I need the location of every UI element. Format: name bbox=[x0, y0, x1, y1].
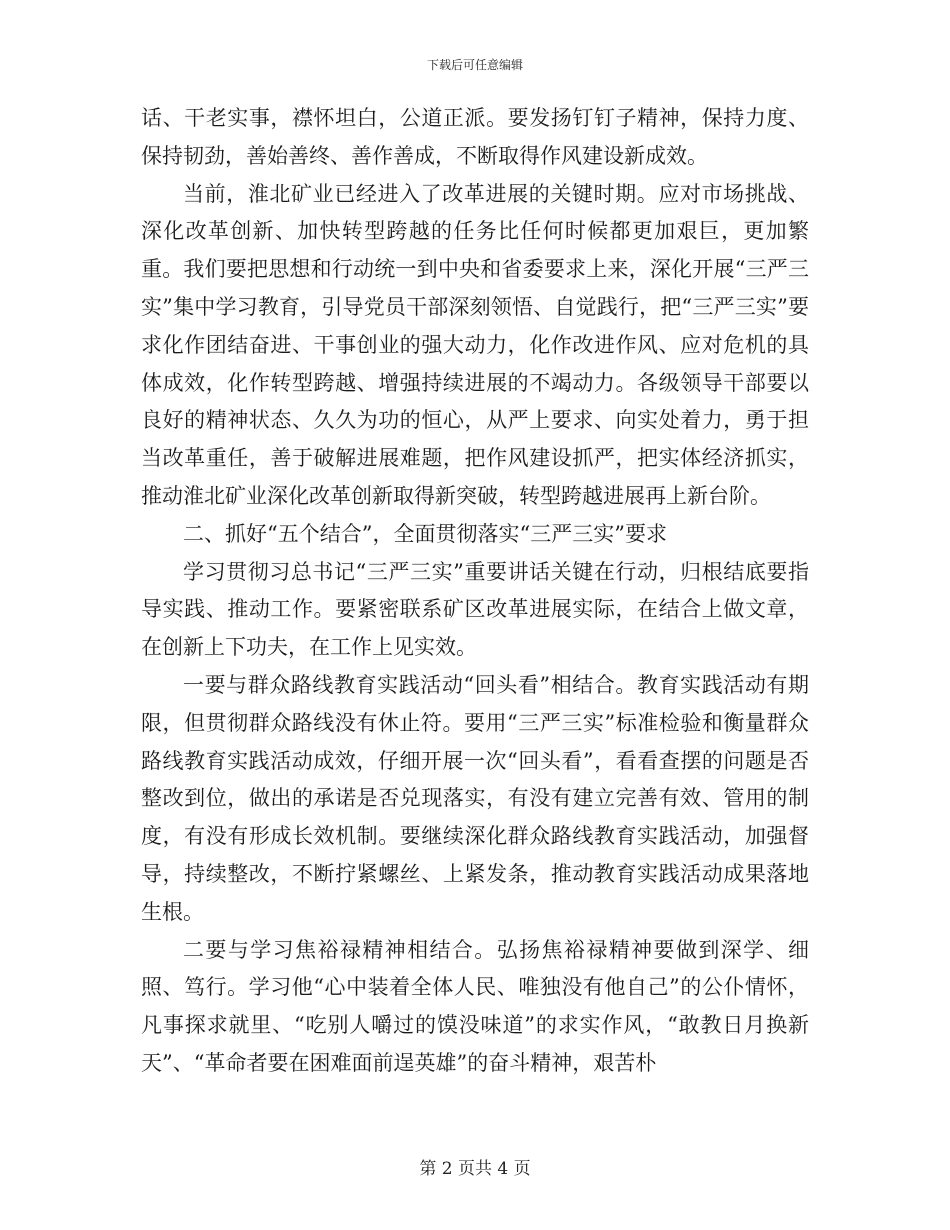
paragraph: 当前，淮北矿业已经进入了改革进展的关键时期。应对市场挑战、深化改革创新、加快转型跨越的任务比任何时候都更加艰巨，更加繁重。我们要把思想和行动统一到中央和省委要求上来，深化开展“三严三实”集中学习教育，引导党员干部深刻领悟、自觉践行，把“三严三实”要求化作团结奋进、干事创业的强大动力，化作改进作风、应对危机的具体成效，化作转型跨越、增强持续进展的不竭动力。各级领导干部要以良好的精神状态、久久为功的恒心，从严上要求、向实处着力，勇于担当改革重任，善于破解进展难题，把作风建设抓严，把实体经济抓实，推动淮北矿业深化改革创新取得新突破，转型跨越进展再上新台阶。 bbox=[141, 181, 809, 508]
paragraph: 二要与学习焦裕禄精神相结合。弘扬焦裕禄精神要做到深学、细照、笃行。学习他“心中装着全体人民、唯独没有他自己”的公仆情怀，凡事探求就里、“吃别人嚼过的馍没味道”的求实作风，“敢教日月换新天”、“革命者要在困难面前逞英雄”的奋斗精神，艰苦朴 bbox=[141, 937, 809, 1075]
paragraph-continuation: 话、干老实事，襟怀坦白，公道正派。要发扬钉钉子精神，保持力度、保持韧劲，善始善终、善作善成，不断取得作风建设新成效。 bbox=[141, 106, 809, 168]
paragraph: 学习贯彻习总书记“三严三实”重要讲话关键在行动，归根结底要指导实践、推动工作。要紧密联系矿区改革进展实际，在结合上做文章，在创新上下功夫，在工作上见实效。 bbox=[141, 559, 809, 660]
page-number-footer: 第 2 页共 4 页 bbox=[419, 1159, 531, 1179]
paragraph: 一要与群众路线教育实践活动“回头看”相结合。教育实践活动有期限，但贯彻群众路线没有休止符。要用“三严三实”标准检验和衡量群众路线教育实践活动成效，仔细开展一次“回头看”，看看查摆的问题是否整改到位，做出的承诺是否兑现落实，有没有建立完善有效、管用的制度，有没有形成长效机制。要继续深化群众路线教育实践活动，加强督导，持续整改，不断拧紧螺丝、上紧发条，推动教育实践活动成果落地生根。 bbox=[141, 672, 809, 924]
document-body bbox=[141, 100, 809, 1083]
page-header: 下载后可任意编辑 bbox=[426, 58, 523, 72]
section-heading: 二、抓好“五个结合”，全面贯彻落实“三严三实”要求 bbox=[183, 521, 667, 546]
